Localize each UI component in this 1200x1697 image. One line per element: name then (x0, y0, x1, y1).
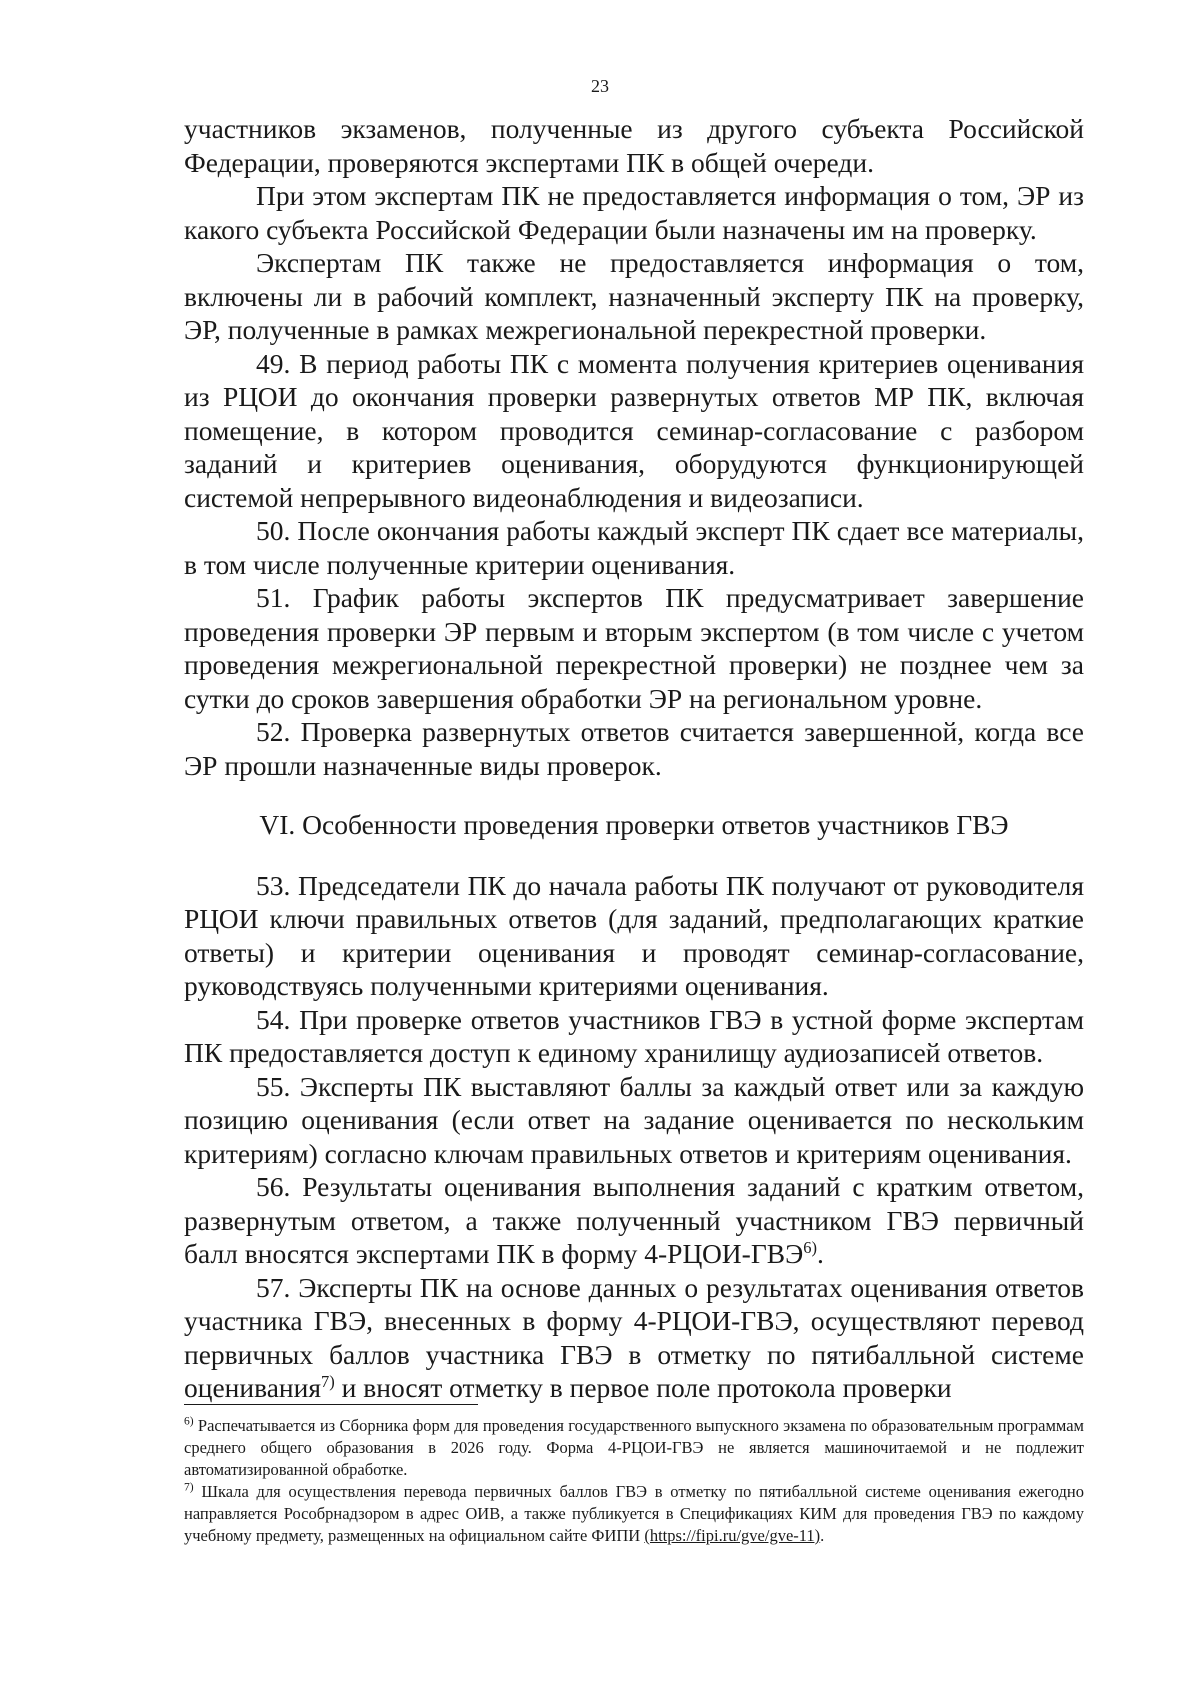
page-number: 23 (591, 76, 609, 96)
paragraph-53: 53. Председатели ПК до начала работы ПК получают от руководителя РЦОИ ключи правильных ответов (для заданий, предполагающих краткие ответы) и критерии оценивания и проводят семинар-согласование, руководствуясь полученными критериями оценивания. (184, 869, 1084, 1001)
footnote-ref-7[interactable]: 7) (321, 1371, 335, 1391)
footnote-6 (184, 1415, 1084, 1481)
paragraph: Экспертам ПК также не предоставляется информация о том, включены ли в рабочий комплект, назначенный эксперту ПК на проверку, ЭР, полученные в рамках межрегиональной перекрестной проверки. (184, 247, 1084, 345)
paragraph-continued: участников экзаменов, полученные из другого субъекта Российской Федерации, проверяются экспертами ПК в общей очереди. (184, 113, 1084, 178)
paragraph-50: 50. После окончания работы каждый эксперт ПК сдает все материалы, в том числе полученные критерии оценивания. (184, 515, 1084, 580)
footnote-7-end: . (820, 1526, 825, 1545)
paragraph-52: 52. Проверка развернутых ответов считается завершенной, когда все ЭР прошли назначенные виды проверок. (184, 716, 1084, 781)
footnote-divider (184, 1404, 478, 1405)
section-heading: VI. Особенности проведения проверки ответов участников ГВЭ (259, 809, 1009, 840)
footnote-6-text: Распечатывается из Сборника форм для проведения государственного выпускного экзамена по образовательным программам среднего общего образования в 2026 году. Форма 4-РЦОИ-ГВЭ не является машиночитаемой и не подлежит автоматизированной обработке. (184, 1416, 1084, 1479)
paragraph-57-continuation: и вносят отметку в первое поле протокола проверки (334, 1372, 952, 1403)
fipi-link[interactable]: (https://fipi.ru/gve/gve-11) (644, 1526, 821, 1545)
paragraph-56-end: . (816, 1238, 824, 1269)
body-text (184, 112, 1084, 1405)
footnote-ref-6[interactable]: 6) (803, 1237, 817, 1257)
footnote-7 (184, 1481, 1084, 1547)
paragraph-57-text: 57. Эксперты ПК на основе данных о результатах оценивания ответов участника ГВЭ, внесенных в форму 4-РЦОИ-ГВЭ, осуществляют перевод первичных баллов участника ГВЭ в отметку по пятибалльной системе оценивания (184, 1271, 1084, 1403)
paragraph-57 (184, 1271, 1084, 1405)
paragraph-55: 55. Эксперты ПК выставляют баллы за каждый ответ или за каждую позицию оценивания (если ответ на задание оценивается по нескольким критериям) согласно ключам правильных ответов и критериям оценивания. (184, 1070, 1084, 1169)
paragraph-49: 49. В период работы ПК с момента получения критериев оценивания из РЦОИ до окончания проверки развернутых ответов МР ПК, включая помещение, в котором проводится семинар-согласование с разбором заданий и критериев оценивания, оборудуются функционирующей системой непрерывного видеонаблюдения и видеозаписи. (184, 347, 1084, 513)
footnote-mark-7: 7) (184, 1481, 194, 1494)
paragraph-54: 54. При проверке ответов участников ГВЭ в устной форме экспертам ПК предоставляется доступ к единому хранилищу аудиозаписей ответов. (184, 1003, 1084, 1068)
footnotes (184, 1415, 1084, 1547)
paragraph-56-text: 56. Результаты оценивания выполнения заданий с кратким ответом, развернутым ответом, а также полученный участником ГВЭ первичный балл вносятся экспертами ПК в форму 4-РЦОИ-ГВЭ (184, 1171, 1084, 1269)
footnote-7-text: Шкала для осуществления перевода первичных баллов ГВЭ в отметку по пятибалльной системе оценивания ежегодно направляется Рособрнадзором в адрес ОИВ, а также публикуется в Спецификациях КИМ для проведения ГВЭ по каждому учебному предмету, размещенных на официальном сайте ФИПИ (184, 1482, 1084, 1545)
paragraph-56 (184, 1170, 1084, 1271)
paragraph: При этом экспертам ПК не предоставляется информация о том, ЭР из какого субъекта Российской Федерации были назначены им на проверку. (184, 180, 1084, 245)
paragraph-51: 51. График работы экспертов ПК предусматривает завершение проведения проверки ЭР первым и вторым экспертом (в том числе с учетом проведения межрегиональной перекрестной проверки) не позднее чем за сутки до сроков завершения обработки ЭР на региональном уровне. (184, 582, 1084, 714)
footnote-mark-6: 6) (184, 1415, 194, 1428)
